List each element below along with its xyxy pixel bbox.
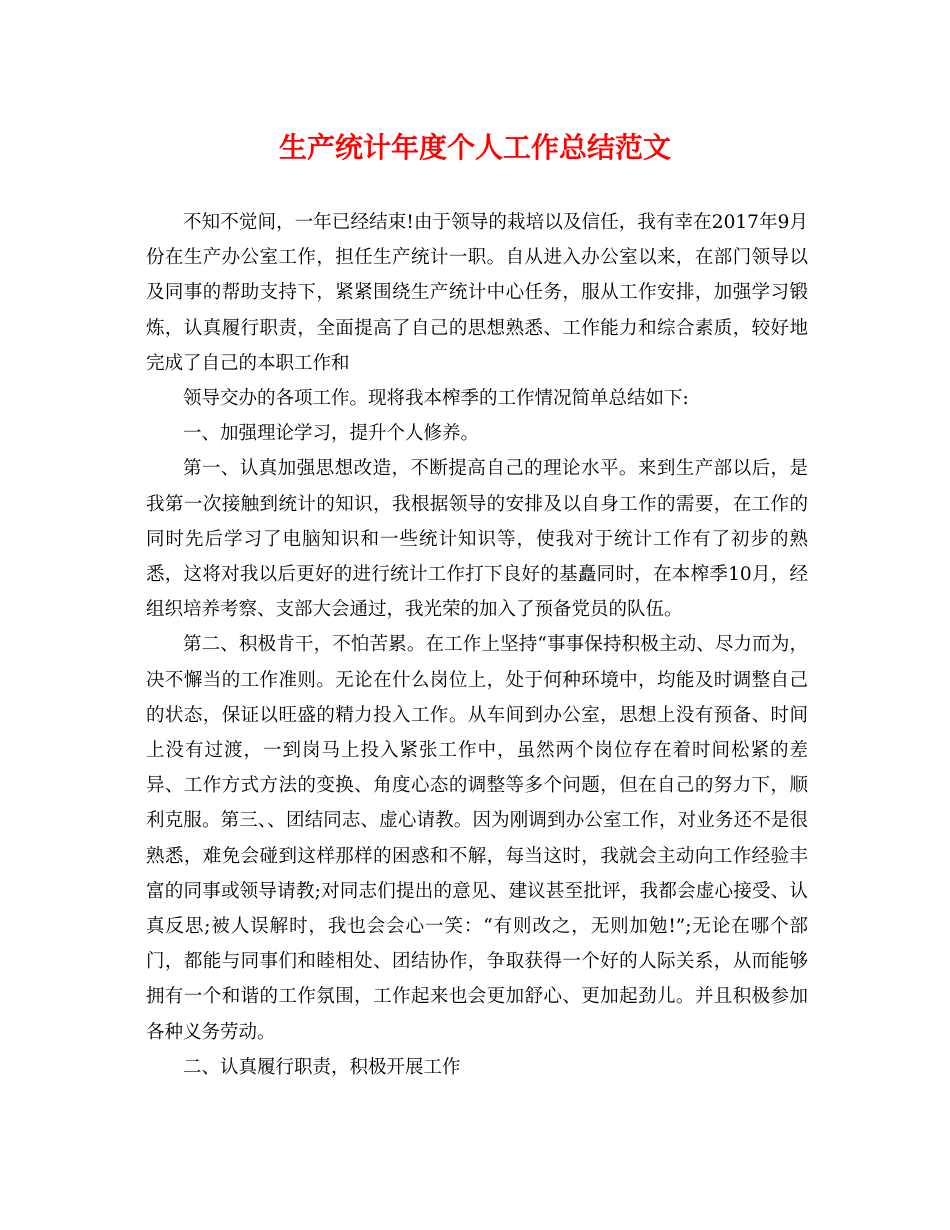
section-heading-1: 一、加强理论学习，提升个人修养。 <box>183 423 480 445</box>
paragraph-second: 第二、积极肯干，不怕苦累。在工作上坚持“事事保持积极主动、尽力而为，决不懈当的工作准则。无论在什么岗位上，处于何种环境中，均能及时调整自己的状态，保证以旺盛的精力投入工作。从车间到办公室，思想上没有预备、时间上没有过渡，一到岗马上投入紧张工作中，虽然两个岗位存在着时间松紧的差异、工作方式方法的变换、角度心态的调整等多个问题，但在自己的努力下，顺利克服。第三、、团结同志、虚心请教。因为刚调到办公室工作，对业务还不是很熟悉，难免会碰到这样那样的困惑和不解，每当这时，我就会主动向工作经验丰富的同事或领导请教;对同志们提出的意见、建议甚至批评，我都会虚心接受、认真反思;被人误解时，我也会会心一笑：“有则改之，无则加勉!”;无论在哪个部门，都能与同事们和睦相处、团结协作，争取获得一个好的人际关系，从而能够拥有一个和谐的工作氛围，工作起来也会更加舒心、更加起劲儿。并且积极参加各种义务劳动。 <box>146 634 808 1043</box>
paragraph-intro: 不知不觉间，一年已经结束!由于领导的栽培以及信任，我有幸在2017年9月份在生产办公室工作，担任生产统计一职。自从进入办公室以来，在部门领导以及同事的帮助支持下，紧紧围绕生产统计中心任务，服从工作安排，加强学习锻炼，认真履行职责，全面提高了自己的思想熟悉、工作能力和综合素质，较好地完成了自己的本职工作和 <box>146 212 808 374</box>
paragraph-first: 第一、认真加强思想改造，不断提高自己的理论水平。来到生产部以后，是我第一次接触到统计的知识，我根据领导的安排及以自身工作的需要，在工作的同时先后学习了电脑知识和一些统计知识等，使我对于统计工作有了初步的熟悉，这将对我以后更好的进行统计工作打下良好的基矗同时，在本榨季10月，经组织培养考察、支部大会通过，我光荣的加入了预备党员的队伍。 <box>146 458 808 621</box>
paragraph-summary-lead: 领导交办的各项工作。现将我本榨季的工作情况简单总结如下: <box>183 388 689 410</box>
document-body <box>146 205 808 1085</box>
document-title: 生产统计年度个人工作总结范文 <box>278 131 671 164</box>
section-heading-2: 二、认真履行职责，积极开展工作 <box>183 1056 461 1078</box>
